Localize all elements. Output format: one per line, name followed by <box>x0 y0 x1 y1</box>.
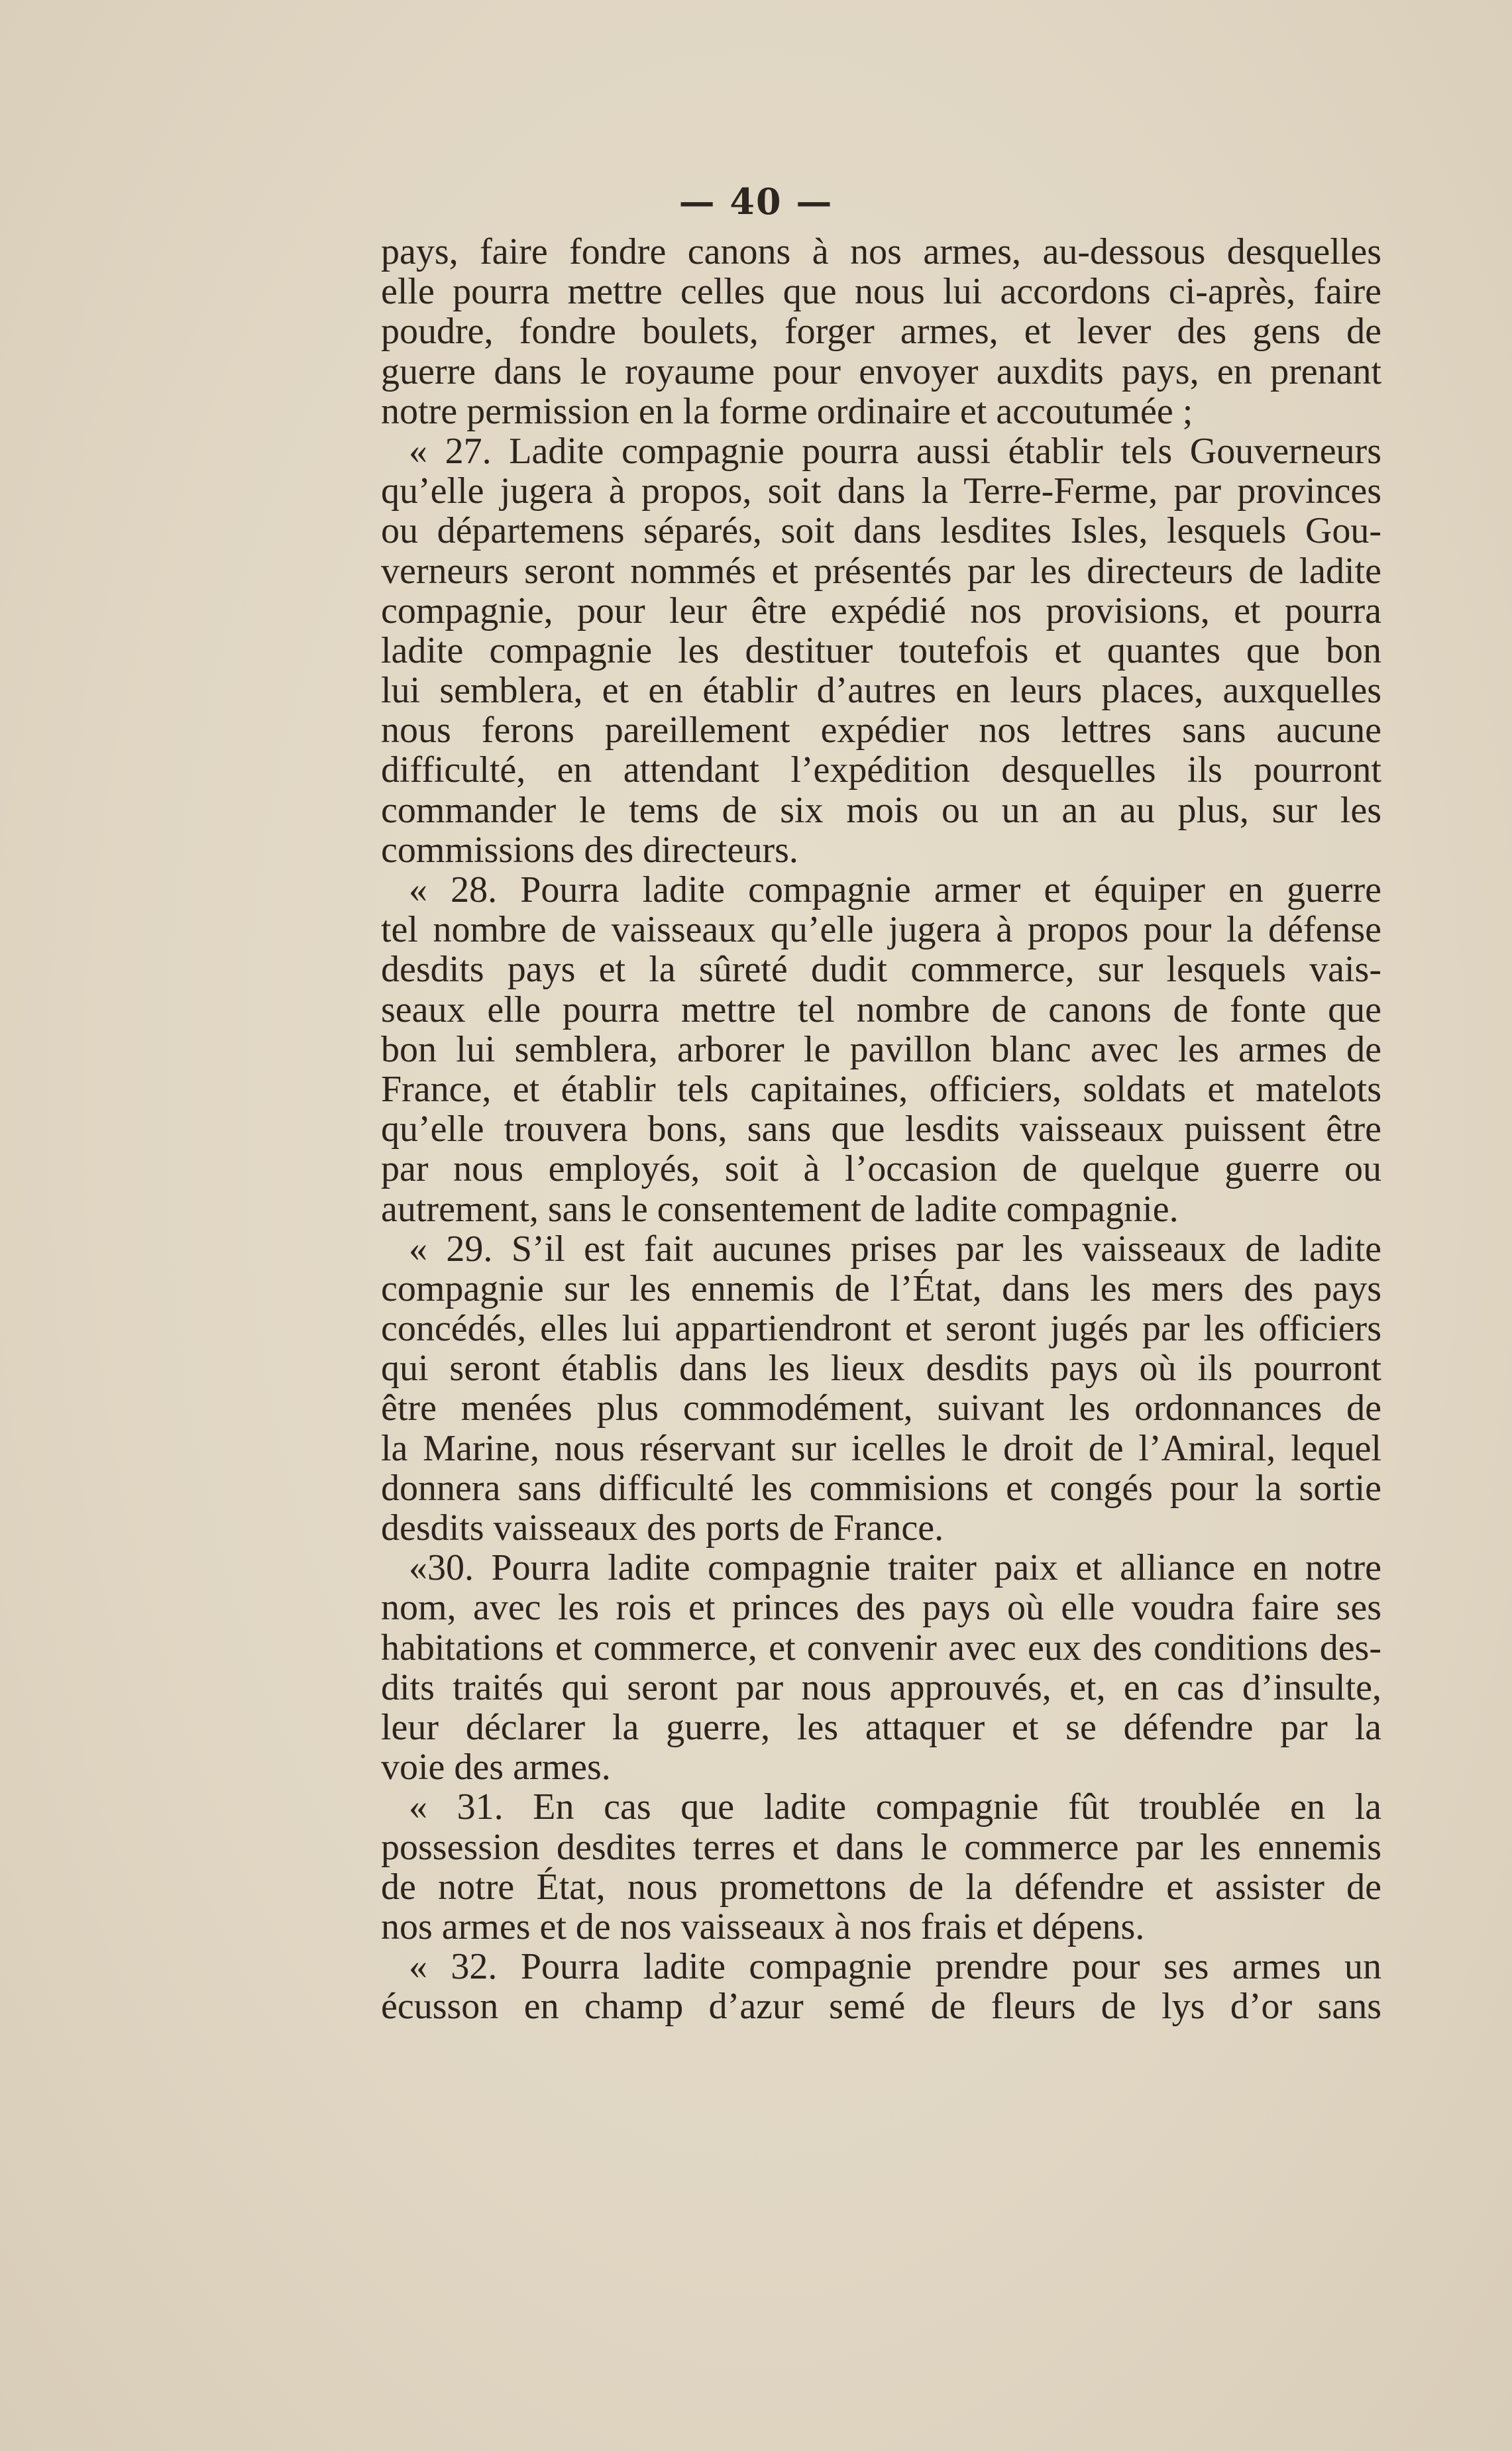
body-text <box>381 232 1381 2026</box>
text-line: difficulté, en attendant l’expédition desquelles ils pourront <box>381 749 1381 791</box>
text-line: dits traités qui seront par nous approuvés, et, en cas d’insulte, <box>381 1666 1381 1708</box>
text-line: verneurs seront nommés et présentés par les directeurs de ladite <box>381 550 1381 592</box>
paragraph-first-line: « 28. Pourra ladite compagnie armer et équiper en guerre <box>409 869 1381 910</box>
paragraph-first-line: « 31. En cas que ladite compagnie fût troublée en la <box>409 1786 1381 1828</box>
text-line: voie des armes. <box>381 1747 611 1788</box>
text-line: lui semblera, et en établir d’autres en leurs places, auxquelles <box>381 670 1381 712</box>
text-line: compagnie sur les ennemis de l’État, dans les mers des pays <box>381 1268 1381 1309</box>
text-line: possession desdites terres et dans le commerce par les ennemis <box>381 1826 1381 1868</box>
text-line: écusson en champ d’azur semé de fleurs de lys d’or sans <box>381 1986 1381 2028</box>
text-line: qu’elle trouvera bons, sans que lesdits vaisseaux puissent être <box>381 1109 1381 1150</box>
paragraph-first-line: « 32. Pourra ladite compagnie prendre pour ses armes un <box>409 1946 1381 1988</box>
text-line: notre permission en la forme ordinaire et accoutumée ; <box>381 390 1193 432</box>
text-line: ou départemens séparés, soit dans lesdites Isles, lesquels Gou- <box>381 510 1381 552</box>
text-line: poudre, fondre boulets, forger armes, et lever des gens de <box>381 311 1381 353</box>
page-number: — 40 — <box>678 180 834 223</box>
text-line: nos armes et de nos vaisseaux à nos frais et dépens. <box>381 1906 1145 1947</box>
text-line: habitations et commerce, et convenir avec eux des conditions des- <box>381 1627 1381 1668</box>
text-line: elle pourra mettre celles que nous lui accordons ci-après, faire <box>381 271 1381 313</box>
paragraph-first-line: « 29. S’il est fait aucunes prises par les vaisseaux de ladite <box>409 1228 1381 1270</box>
text-line: autrement, sans le consentement de ladite compagnie. <box>381 1188 1179 1230</box>
text-line: qu’elle jugera à propos, soit dans la Terre-Ferme, par provinces <box>381 470 1381 512</box>
text-line: leur déclarer la guerre, les attaquer et se défendre par la <box>381 1706 1381 1748</box>
text-line: desdits vaisseaux des ports de France. <box>381 1507 944 1549</box>
text-line: France, et établir tels capitaines, officiers, soldats et matelots <box>381 1068 1381 1110</box>
text-line: commander le tems de six mois ou un an au plus, sur les <box>381 789 1381 831</box>
text-line: pays, faire fondre canons à nos armes, au-dessous desquelles <box>381 231 1381 272</box>
text-line: guerre dans le royaume pour envoyer auxdits pays, en prenant <box>381 351 1381 392</box>
text-line: tel nombre de vaisseaux qu’elle jugera à propos pour la défense <box>381 909 1381 951</box>
text-line: de notre État, nous promettons de la défendre et assister de <box>381 1866 1381 1908</box>
text-line: donnera sans difficulté les commisions et congés pour la sortie <box>381 1467 1381 1509</box>
text-line: ladite compagnie les destituer toutefois et quantes que bon <box>381 629 1381 671</box>
text-line: desdits pays et la sûreté dudit commerce, sur lesquels vais- <box>381 949 1381 991</box>
text-line: qui seront établis dans les lieux desdits pays où ils pourront <box>381 1348 1381 1389</box>
text-line: par nous employés, soit à l’occasion de quelque guerre ou <box>381 1148 1381 1190</box>
text-line: bon lui semblera, arborer le pavillon blanc avec les armes de <box>381 1028 1381 1070</box>
text-line: commissions des directeurs. <box>381 829 798 871</box>
text-line: la Marine, nous réservant sur icelles le droit de l’Amiral, lequel <box>381 1427 1381 1469</box>
text-line: nous ferons pareillement expédier nos lettres sans aucune <box>381 710 1381 751</box>
paragraph-first-line: «30. Pourra ladite compagnie traiter paix et alliance en notre <box>409 1547 1381 1589</box>
text-line: seaux elle pourra mettre tel nombre de canons de fonte que <box>381 989 1381 1030</box>
text-line: nom, avec les rois et princes des pays où elle voudra faire ses <box>381 1587 1381 1629</box>
text-line: être menées plus commodément, suivant les ordonnances de <box>381 1388 1381 1429</box>
text-line: concédés, elles lui appartiendront et seront jugés par les officiers <box>381 1308 1381 1350</box>
paragraph-first-line: « 27. Ladite compagnie pourra aussi établir tels Gouverneurs <box>409 430 1381 472</box>
text-line: compagnie, pour leur être expédié nos provisions, et pourra <box>381 590 1381 631</box>
